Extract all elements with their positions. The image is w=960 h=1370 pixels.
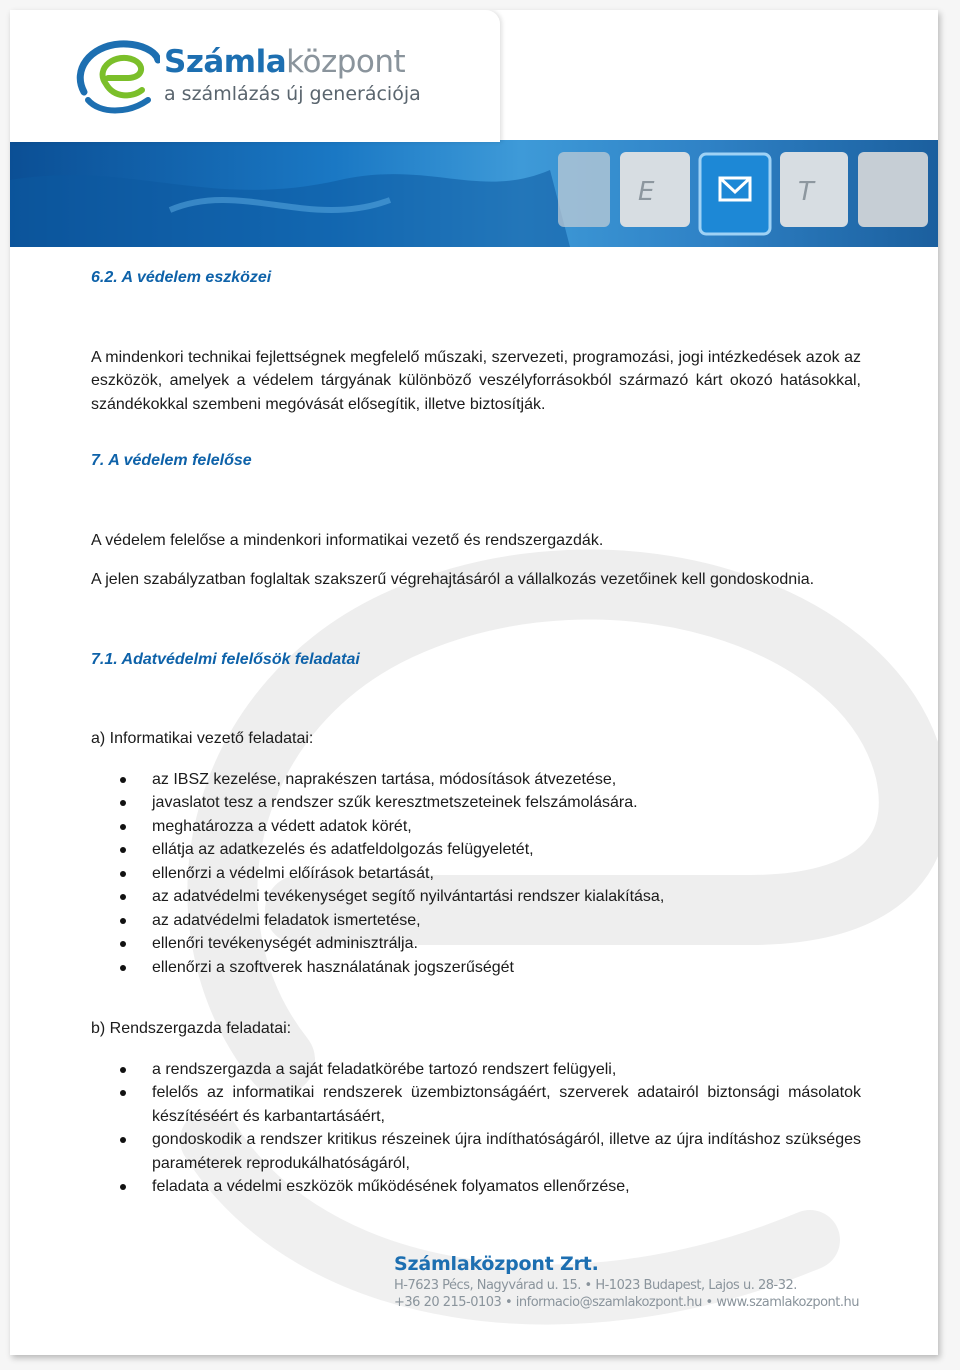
key-letter-t: T [798,177,814,207]
brand-name: Számlaközpont [164,44,406,80]
bullet-icon [120,824,126,830]
bullet-icon [120,800,126,806]
heading-6-2: 6.2. A védelem eszközei [91,269,272,286]
list-item: gondoskodik a rendszer kritikus részeinek újra indíthatóságáról, illetve az újra indításhoz szükséges paraméterek reprodukálhatóságáról, [91,1128,861,1175]
bullet-icon [120,1137,126,1143]
list-item: ellenőri tevékenységét adminisztrálja. [91,932,861,956]
list-a [91,768,861,980]
heading-7: 7. A védelem felelőse [91,452,252,469]
footer-company: Számlaközpont Zrt. [394,1253,599,1275]
document-page [10,10,938,1355]
bullet-icon [120,871,126,877]
list-item: meghatározza a védett adatok körét, [91,815,861,839]
keyboard-graphic [10,140,938,247]
list-item: ellátja az adatkezelés és adatfeldolgozás felügyeletét, [91,838,861,862]
heading-7-1: 7.1. Adatvédelmi felelősök feladatai [91,650,360,668]
footer-address: H-7623 Pécs, Nagyvárad u. 15. • H-1023 Budapest, Lajos u. 28-32. [394,1278,797,1293]
brand-tagline: a számlázás új generációja [164,83,421,105]
list-item: ellenőrzi a szoftverek használatának jogszerűségét [91,956,861,980]
bullet-icon [120,1184,126,1190]
list-item: az adatvédelmi tevékenységet segítő nyilvántartási rendszer kialakítása, [91,885,861,909]
list-item: ellenőrzi a védelmi előírások betartását, [91,862,861,886]
keyboard-keys [558,152,928,234]
key-letter-e: E [638,177,655,207]
subheading-b: b) Rendszergazda feladatai: [91,1020,292,1037]
paragraph-7-1: A védelem felelőse a mindenkori informatikai vezető és rendszergazdák. [91,531,604,549]
paragraph-6-2: A mindenkori technikai fejlettségnek megfelelő műszaki, szervezeti, programozási, jogi intézkedések azok az eszközök, amelyek a védelem tárgyának különböző veszélyforrásokból származó kárt okozó hatásokkal, szándékokkal szembeni megóvását elősegítik, illetve biztosítják. [91,348,861,413]
list-item: az adatvédelmi feladatok ismertetése, [91,909,861,933]
bullet-icon [120,1067,126,1073]
list-item: javaslatot tesz a rendszer szűk keresztmetszeteinek felszámolására. [91,791,861,815]
bullet-icon [120,918,126,924]
bullet-icon [120,941,126,947]
szamlakozpont-logo-icon [76,40,160,114]
header-logo-tab [10,10,500,142]
footer-contact: +36 20 215-0103 • informacio@szamlakozpont.hu • www.szamlakozpont.hu [394,1295,859,1310]
list-item: az IBSZ kezelése, naprakészen tartása, módosítások átvezetése, [91,768,861,792]
list-item: feladata a védelmi eszközök működésének folyamatos ellenőrzése, [91,1175,861,1199]
list-item: felelős az informatikai rendszerek üzembiztonságáért, szerverek adatairól biztonsági másolatok készítéséért és karbantartásáért, [91,1081,861,1128]
bullet-icon [120,894,126,900]
subheading-a: a) Informatikai vezető feladatai: [91,730,314,747]
document-content [91,266,861,1199]
header-banner [10,140,938,247]
bullet-icon [120,1090,126,1096]
bullet-icon [120,847,126,853]
bullet-icon [120,777,126,783]
list-b [91,1058,861,1199]
footer [394,1253,859,1311]
list-item: a rendszergazda a saját feladatkörébe tartozó rendszert felügyeli, [91,1058,861,1082]
bullet-icon [120,965,126,971]
paragraph-7-2: A jelen szabályzatban foglaltak szakszerű végrehajtásáról a vállalkozás vezetőinek kell gondoskodnia. [91,571,815,588]
